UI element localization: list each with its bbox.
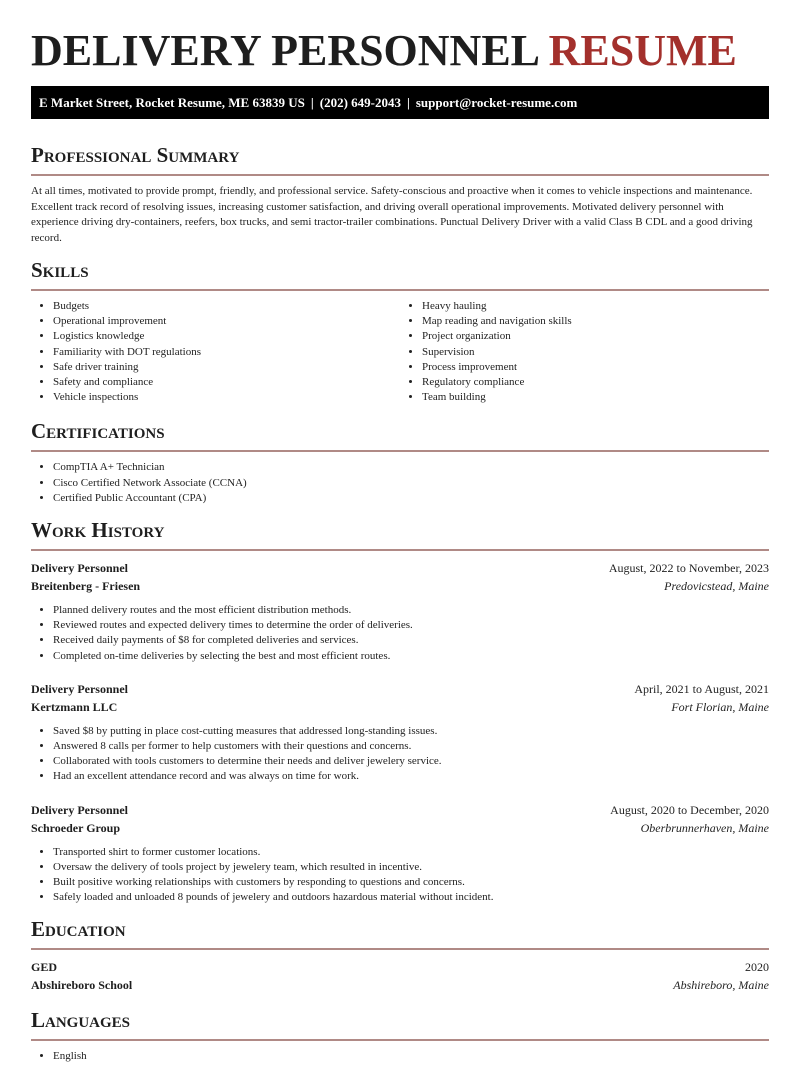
- contact-phone: (202) 649-2043: [319, 95, 401, 110]
- job-bullet: • Safely loaded and unloaded 8 pounds of jewelery and outdoors hazardous material without incident.: [53, 890, 769, 905]
- section-divider: [31, 289, 769, 291]
- skill-item: • Project organization: [422, 329, 769, 344]
- job-dates: August, 2022 to November, 2023: [608, 561, 769, 576]
- job-company-row: [31, 577, 769, 595]
- job-title: Delivery Personnel: [31, 561, 128, 576]
- job-entry: [31, 559, 769, 664]
- languages-list: [31, 1049, 769, 1064]
- section-heading: Education: [31, 917, 126, 942]
- job-bullet: • Had an excellent attendance record and was always on time for work.: [53, 769, 769, 784]
- skill-item: • Budgets: [53, 299, 400, 314]
- section-divider: [31, 174, 769, 176]
- job-company-row: [31, 698, 769, 716]
- work-history-section: [31, 518, 769, 905]
- summary-text: At all times, motivated to provide prompt, friendly, and professional service. Safety-conscious and proactive when it comes to vehicle inspections and maintenance. Excellent track record of resolving issues, increasing customer satisfaction, and driving overall operational improvements. Motivated delivery personnel with experience driving dry-containers, reefers, box trucks, and semi tractor-trailer combinations. Punctual Delivery Driver with a valid Class B CDL and a good driving record.: [31, 185, 753, 244]
- summary-section: [31, 143, 769, 246]
- contact-email[interactable]: support@rocket-resume.com: [415, 95, 578, 110]
- skills-list-right: [400, 299, 769, 405]
- language-item: • English: [53, 1049, 769, 1064]
- certifications-section: [31, 419, 769, 506]
- job-bullet: • Transported shirt to former customer locations.: [53, 845, 769, 860]
- section-divider: [31, 549, 769, 551]
- skill-item: • Supervision: [422, 345, 769, 360]
- certification-item: • Cisco Certified Network Associate (CCNA): [53, 476, 769, 491]
- education-degree-row: [31, 958, 769, 976]
- contact-separator: |: [406, 95, 410, 110]
- resume-title: [31, 0, 769, 76]
- contact-separator: |: [310, 95, 314, 110]
- job-entry: [31, 801, 769, 906]
- education-school-row: [31, 976, 769, 994]
- section-heading: Work History: [31, 518, 165, 543]
- skill-item: • Map reading and navigation skills: [422, 314, 769, 329]
- job-header-row: [31, 559, 769, 577]
- skill-item: • Heavy hauling: [422, 299, 769, 314]
- job-location: Oberbrunnerhaven, Maine: [640, 820, 769, 835]
- job-company: Schroeder Group: [31, 820, 121, 835]
- section-divider: [31, 948, 769, 950]
- skill-item: • Logistics knowledge: [53, 329, 400, 344]
- contact-bar: [31, 86, 769, 119]
- job-dates: April, 2021 to August, 2021: [634, 681, 769, 696]
- contact-address: E Market Street, Rocket Resume, ME 63839 US: [39, 95, 305, 110]
- job-company: Kertzmann LLC: [31, 699, 118, 714]
- skill-item: • Vehicle inspections: [53, 390, 400, 405]
- certifications-list: [31, 460, 769, 506]
- skill-item: • Operational improvement: [53, 314, 400, 329]
- certification-item: • Certified Public Accountant (CPA): [53, 491, 769, 506]
- skill-item: • Regulatory compliance: [422, 375, 769, 390]
- job-header-row: [31, 801, 769, 819]
- education-entry: [31, 958, 769, 994]
- skill-item: • Safe driver training: [53, 360, 400, 375]
- skill-item: • Safety and compliance: [53, 375, 400, 390]
- job-bullet: • Received daily payments of $8 for completed deliveries and services.: [53, 633, 769, 648]
- skill-item: • Team building: [422, 390, 769, 405]
- job-company: Breitenberg - Friesen: [31, 579, 141, 594]
- languages-section: [31, 1008, 769, 1064]
- job-title: Delivery Personnel: [31, 802, 128, 817]
- skills-columns: [31, 299, 769, 405]
- job-bullet: • Collaborated with tools customers to determine their needs and deliver jewelery service.: [53, 754, 769, 769]
- job-bullets: [31, 724, 769, 785]
- title-main: DELIVERY PERSONNEL: [31, 26, 538, 75]
- job-location: Predovicstead, Maine: [664, 579, 769, 594]
- education-section: [31, 917, 769, 994]
- section-heading: Languages: [31, 1008, 131, 1033]
- job-header-row: [31, 680, 769, 698]
- education-degree: GED: [31, 960, 58, 975]
- skill-item: • Process improvement: [422, 360, 769, 375]
- title-accent: RESUME: [548, 26, 737, 75]
- education-year: 2020: [745, 960, 769, 975]
- job-company-row: [31, 819, 769, 837]
- skills-section: [31, 258, 769, 405]
- section-divider: [31, 450, 769, 452]
- job-location: Fort Florian, Maine: [671, 699, 769, 714]
- skill-item: • Familiarity with DOT regulations: [53, 345, 400, 360]
- job-bullet: • Reviewed routes and expected delivery times to determine the order of deliveries.: [53, 618, 769, 633]
- certification-item: • CompTIA A+ Technician: [53, 460, 769, 475]
- job-bullets: [31, 603, 769, 664]
- job-bullet: • Answered 8 calls per former to help customers with their questions and concerns.: [53, 739, 769, 754]
- section-heading: Certifications: [31, 419, 165, 444]
- job-bullet: • Oversaw the delivery of tools project by jewelery team, which resulted in incentive.: [53, 860, 769, 875]
- job-bullets: [31, 845, 769, 906]
- job-bullet: • Planned delivery routes and the most efficient distribution methods.: [53, 603, 769, 618]
- job-entry: [31, 680, 769, 785]
- job-bullet: • Completed on-time deliveries by selecting the best and most efficient routes.: [53, 649, 769, 664]
- section-divider: [31, 1039, 769, 1041]
- job-dates: August, 2020 to December, 2020: [610, 802, 769, 817]
- job-bullet: • Saved $8 by putting in place cost-cutting measures that addressed long-standing issues.: [53, 724, 769, 739]
- education-location: Abshireboro, Maine: [673, 978, 769, 993]
- section-heading: Professional Summary: [31, 143, 240, 167]
- skills-list-left: [31, 299, 400, 405]
- job-title: Delivery Personnel: [31, 681, 128, 696]
- job-bullet: • Built positive working relationships with customers by responding to questions and concerns.: [53, 875, 769, 890]
- section-heading: Skills: [31, 258, 89, 282]
- education-school: Abshireboro School: [31, 978, 133, 993]
